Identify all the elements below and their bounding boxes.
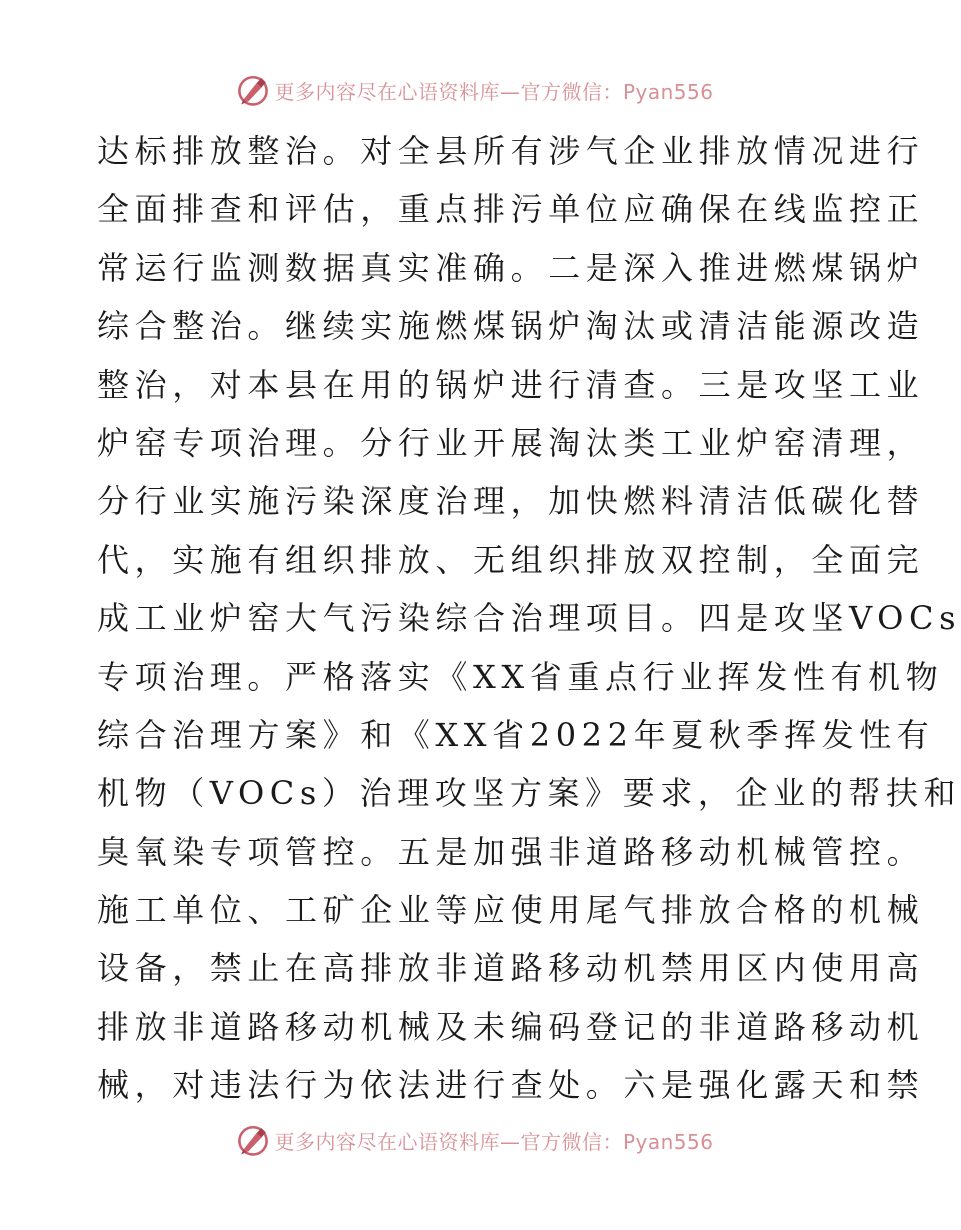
body-line: 专项治理。严格落实《XX省重点行业挥发性有机物 [97,657,944,696]
watermark-text: 更多内容尽在心语资料库—官方微信：Pyan556 [274,79,714,104]
pen-logo-icon [236,1123,270,1157]
body-line: 炉窑专项治理。分行业开展淘汰类工业炉窑清理， [97,423,925,462]
body-line: 整治，对本县在用的锅炉进行清查。三是攻坚工业 [97,365,925,404]
body-line: 设备，禁止在高排放非道路移动机禁用区内使用高 [97,949,925,988]
body-line: 常运行监测数据真实准确。二是深入推进燃煤锅炉 [97,248,925,287]
body-line: 全面排查和评估，重点排污单位应确保在线监控正 [97,190,925,229]
body-line: 排放非道路移动机械及未编码登记的非道路移动机 [97,1007,925,1046]
body-line: 施工单位、工矿企业等应使用尾气排放合格的机械 [97,891,925,930]
body-line: 机物（VOCs）治理攻坚方案》要求，企业的帮扶和 [97,774,961,813]
pen-logo-icon [236,73,270,107]
watermark-header [0,70,950,110]
body-line: 臭氧染专项管控。五是加强非道路移动机械管控。 [97,832,925,871]
watermark-footer [0,1120,950,1160]
body-line: 达标排放整治。对全县所有涉气企业排放情况进行 [97,132,925,170]
body-line: 成工业炉窑大气污染综合治理项目。四是攻坚VOCs [97,599,961,638]
body-line: 综合治理方案》和《XX省2022年夏秋季挥发性有 [97,715,935,754]
document-body [97,122,961,1115]
body-line: 综合整治。继续实施燃煤锅炉淘汰或清洁能源改造 [97,307,925,346]
watermark-text: 更多内容尽在心语资料库—官方微信：Pyan556 [274,1129,714,1154]
body-line: 分行业实施污染深度治理，加快燃料清洁低碳化替 [97,482,925,521]
body-line: 代，实施有组织排放、无组织排放双控制，全面完 [97,540,925,579]
body-line: 械，对违法行为依法进行查处。六是强化露天和禁 [97,1066,925,1105]
